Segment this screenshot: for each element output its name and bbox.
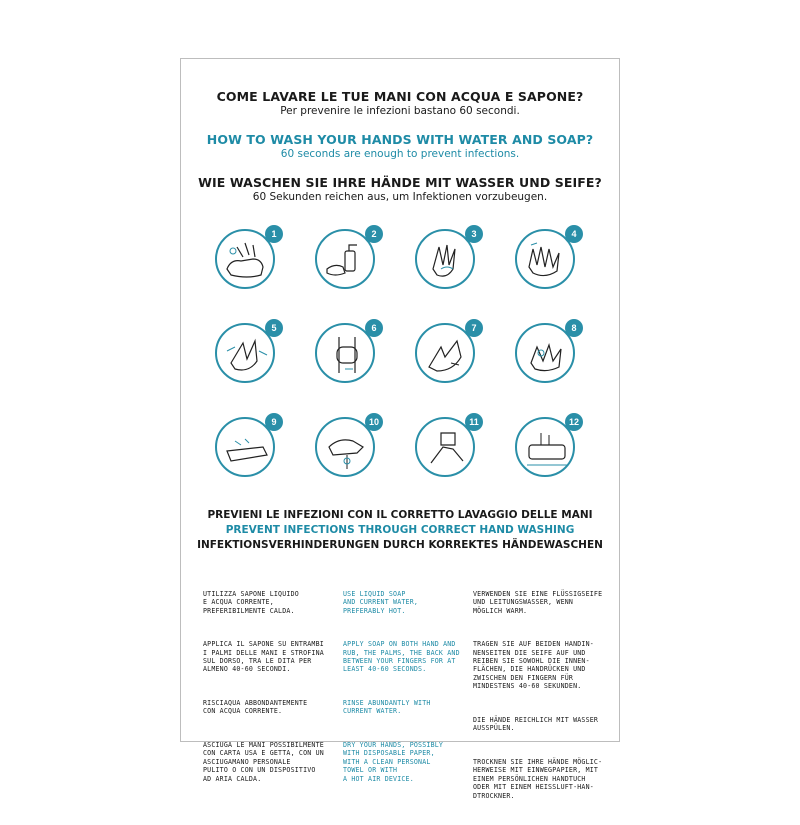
step-number: 9 <box>265 413 283 431</box>
instruction-paragraph: APPLICA IL SAPONE SU ENTRAMBI I PALMI DELLE MANI E STROFINA SUL DORSO, TRA LE DITA PER ALMENO 40-60 SECONDI. <box>203 640 324 674</box>
instruction-paragraph: DRY YOUR HANDS, POSSIBLY WITH DISPOSABLE PAPER, WITH A CLEAN PERSONAL TOWEL OR WITH A HOT AIR DEVICE. <box>343 741 444 783</box>
steps-grid <box>207 229 597 499</box>
step-8 <box>515 323 579 387</box>
instruction-paragraph: TROCKNEN SIE IHRE HÄNDE MÖGLIC- HERWEISE MIT EINWEGPAPIER, MIT EINEM PERSÖNLICHEN HANDTUCH ODER MIT EINEM HEISSLUFT-HAN- DTROCKNER. <box>473 757 603 800</box>
german-subtitle: 60 Sekunden reichen aus, um Infektionen vorzubeugen. <box>252 191 548 203</box>
step-12 <box>515 417 579 481</box>
step-number: 5 <box>265 319 283 337</box>
step-6 <box>315 323 379 387</box>
instruction-paragraph: TRAGEN SIE AUF BEIDEN HANDIN- NENSEITEN DIE SEIFE AUF UND REIBEN SIE SOWOHL DIE INNEN- FLÄCHEN, DIE HANDRÜCKEN UND ZWISCHEN DEN FINGERN FÜR MINDESTENS 40-60 SEKUNDEN. <box>473 640 594 691</box>
english-instructions <box>343 573 460 808</box>
step-9 <box>215 417 279 481</box>
instruction-paragraph: DIE HÄNDE REICHLICH MIT WASSER AUSSPÜLEN. <box>473 715 599 733</box>
german-instructions <box>473 573 602 825</box>
prevent-italian: PREVIENI LE INFEZIONI CON IL CORRETTO LAVAGGIO DELLE MANI <box>207 509 593 521</box>
step-2 <box>315 229 379 293</box>
instruction-paragraph: ASCIUGA LE MANI POSSIBILMENTE CON CARTA USA E GETTA, CON UN ASCIUGAMANO PERSONALE PULITO O CON UN DISPOSITIVO AD ARIA CALDA. <box>203 741 324 783</box>
instruction-paragraph: VERWENDEN SIE EINE FLÜSSIGSEIFE UND LEITUNGSWASSER, WENN MÖGLICH WARM. <box>473 589 603 615</box>
step-10 <box>315 417 379 481</box>
step-number: 8 <box>565 319 583 337</box>
prevent-german: INFEKTIONSVERHINDERUNGEN DURCH KORREKTES HÄNDEWASCHEN <box>197 539 603 551</box>
step-3 <box>415 229 479 293</box>
step-1 <box>215 229 279 293</box>
step-number: 1 <box>265 225 283 243</box>
step-4 <box>515 229 579 293</box>
prevent-english: PREVENT INFECTIONS THROUGH CORRECT HAND WASHING <box>225 524 575 536</box>
italian-title: COME LAVARE LE TUE MANI CON ACQUA E SAPONE? <box>216 89 584 104</box>
step-5 <box>215 323 279 387</box>
instruction-paragraph: APPLY SOAP ON BOTH HAND AND RUB, THE PALMS, THE BACK AND BETWEEN YOUR FINGERS FOR AT LEAST 40-60 SECONDS. <box>343 640 460 674</box>
instruction-paragraph: UTILIZZA SAPONE LIQUIDO E ACQUA CORRENTE, PREFERIBILMENTE CALDA. <box>203 589 299 615</box>
instruction-paragraph: RISCIAQUA ABBONDANTEMENTE CON ACQUA CORRENTE. <box>203 699 308 716</box>
german-title: WIE WASCHEN SIE IHRE HÄNDE MIT WASSER UND SEIFE? <box>198 175 602 190</box>
step-number: 6 <box>365 319 383 337</box>
step-number: 4 <box>565 225 583 243</box>
english-title: HOW TO WASH YOUR HANDS WITH WATER AND SOAP? <box>206 132 594 147</box>
step-11 <box>415 417 479 481</box>
step-number: 2 <box>365 225 383 243</box>
step-number: 12 <box>565 413 583 431</box>
italian-instructions <box>203 573 324 808</box>
instruction-paragraph: RINSE ABUNDANTLY WITH CURRENT WATER. <box>343 699 431 716</box>
step-number: 10 <box>365 413 383 431</box>
english-subtitle: 60 seconds are enough to prevent infections. <box>280 148 520 160</box>
step-number: 11 <box>465 413 483 431</box>
instruction-paragraph: USE LIQUID SOAP AND CURRENT WATER, PREFERABLY HOT. <box>343 589 419 615</box>
step-number: 3 <box>465 225 483 243</box>
step-number: 7 <box>465 319 483 337</box>
step-7 <box>415 323 479 387</box>
italian-subtitle: Per prevenire le infezioni bastano 60 secondi. <box>280 105 520 117</box>
hand-washing-poster <box>180 58 620 800</box>
